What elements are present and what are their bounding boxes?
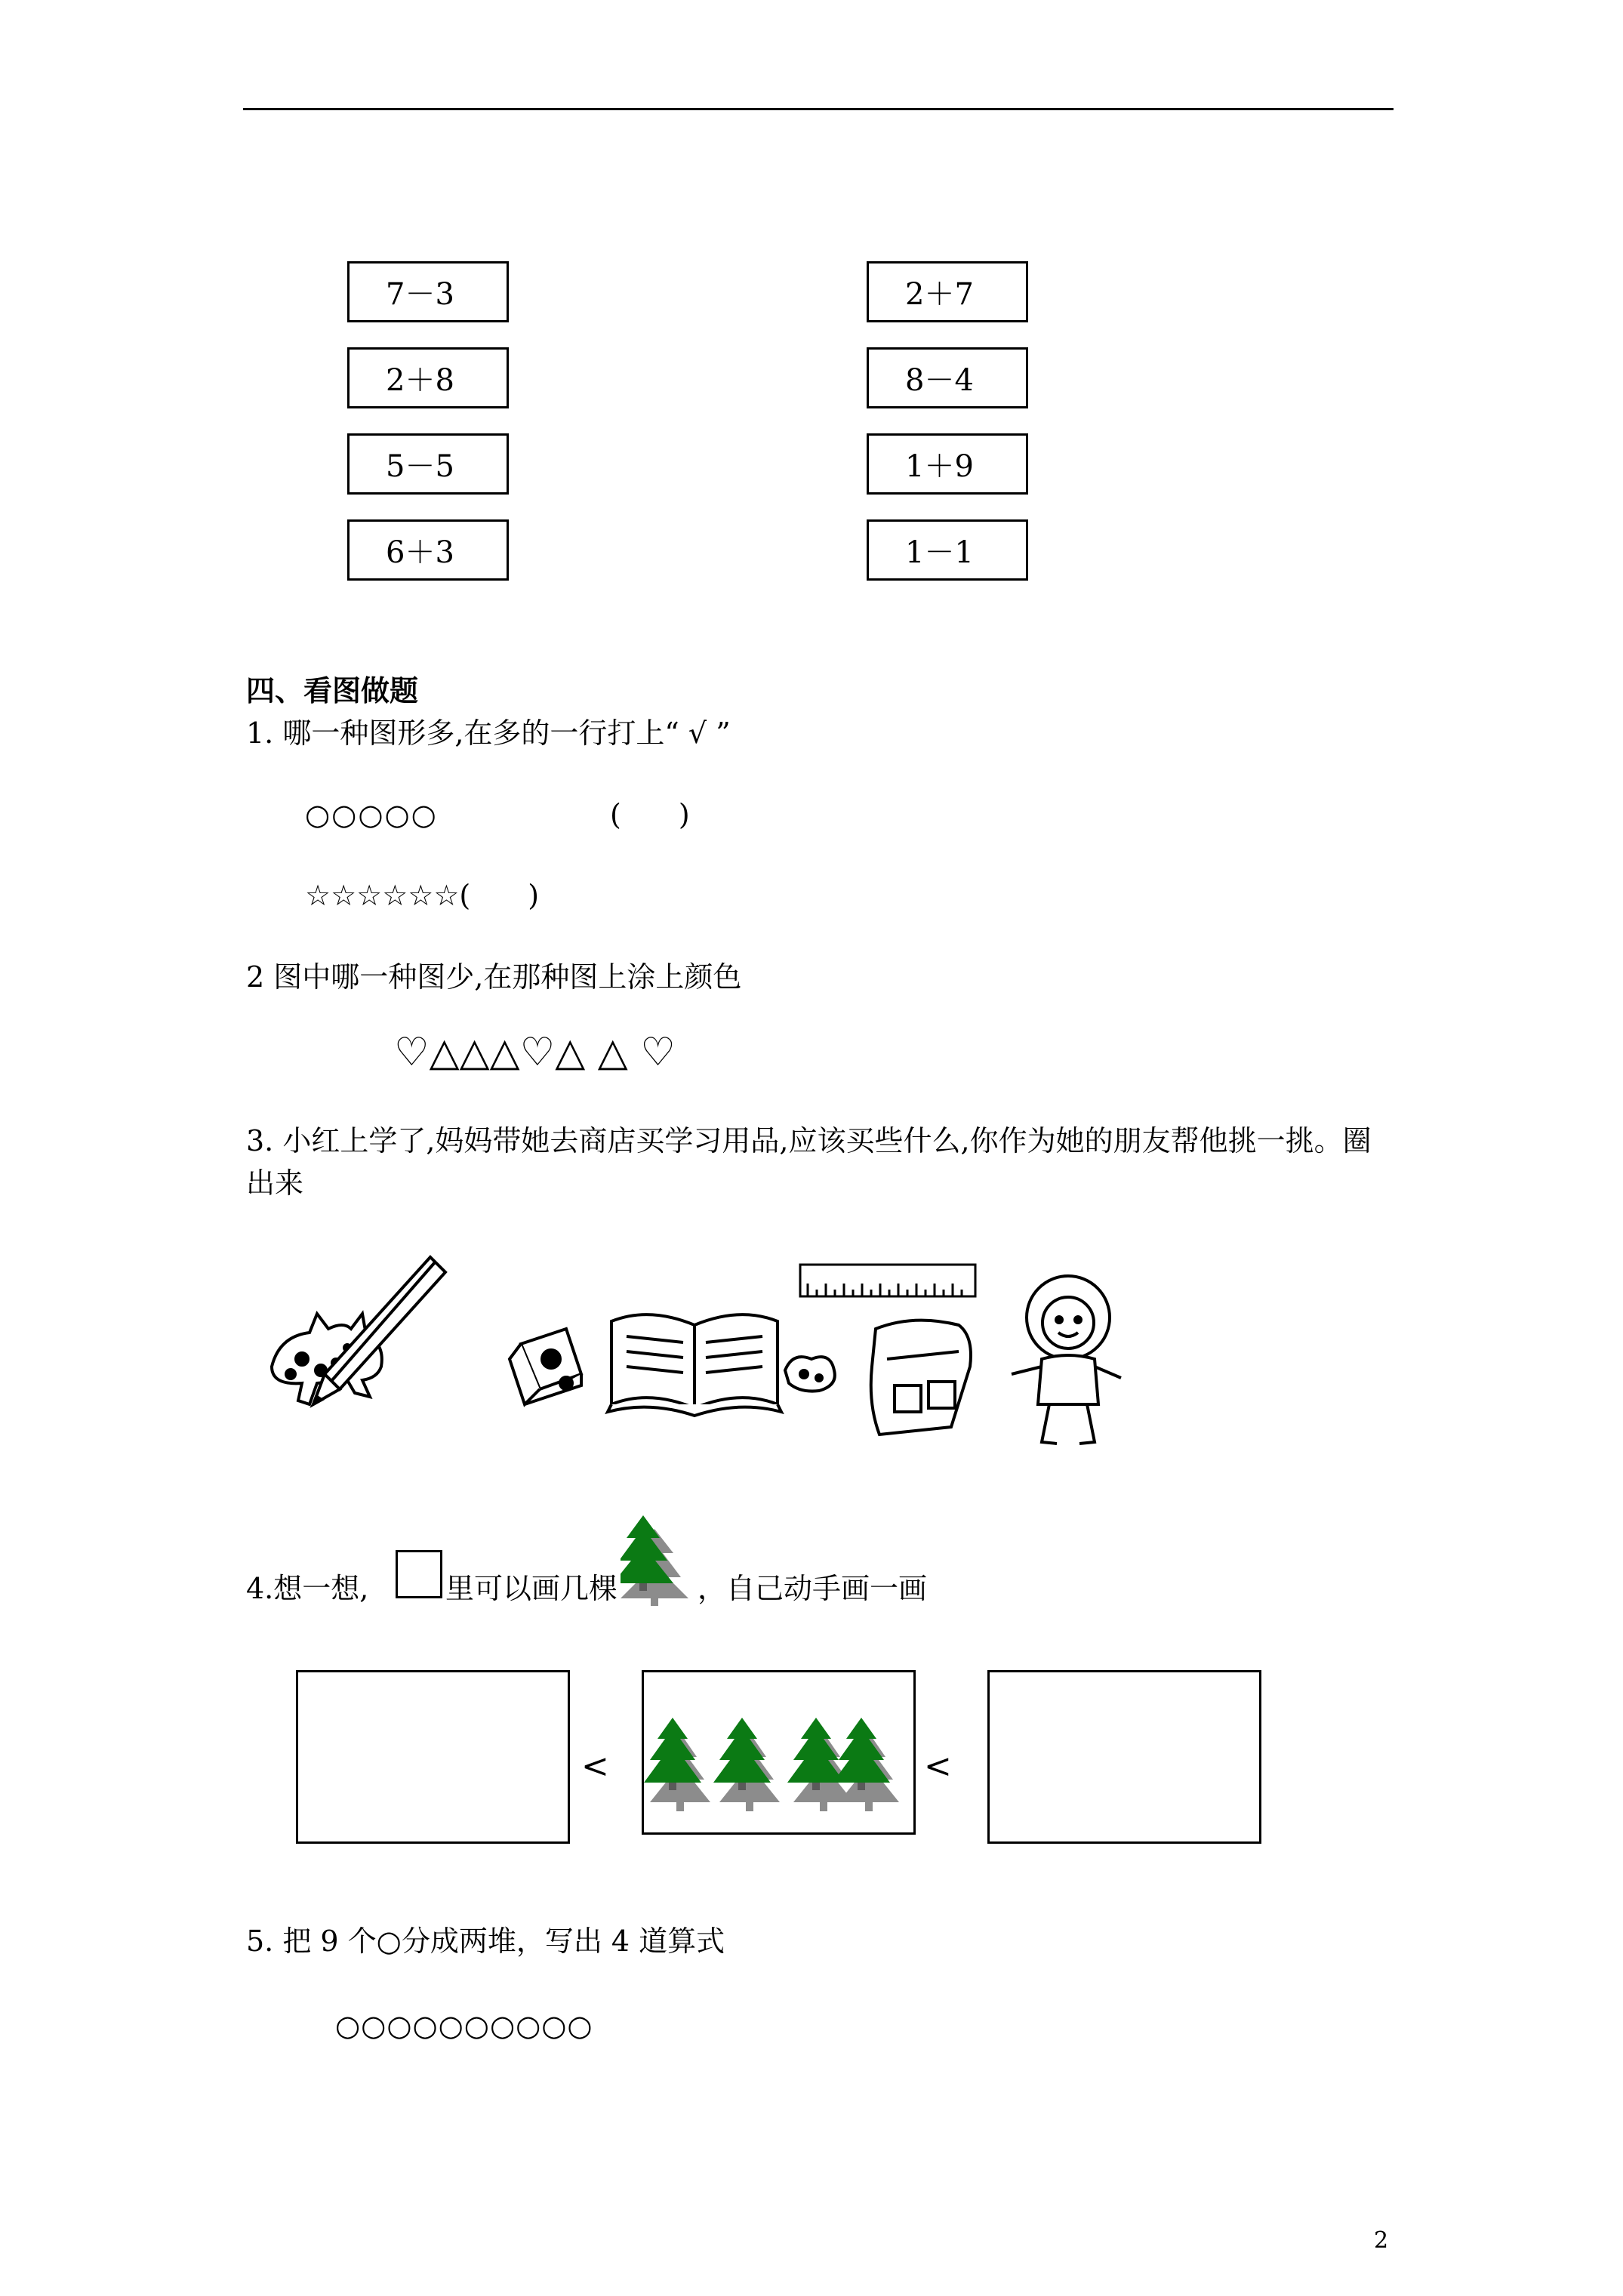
header-rule	[243, 108, 1394, 110]
ruler-icon	[800, 1265, 975, 1296]
question-4-text-start: 4.想一想,	[246, 1572, 369, 1605]
empty-drawing-box-left[interactable]	[296, 1670, 570, 1844]
shape-row: ♡△△△♡△ △ ♡	[394, 1030, 676, 1075]
tree-box	[642, 1670, 916, 1835]
section-title: 四、看图做题	[246, 673, 419, 707]
question-2-text: 2 图中哪一种图少,在那种图上涂上颜色	[246, 960, 742, 994]
empty-drawing-box-right[interactable]	[987, 1670, 1261, 1844]
expression-box: 2＋7	[867, 261, 1028, 322]
answer-blank: ( )	[610, 798, 690, 831]
expression-box: 8－4	[867, 347, 1028, 408]
child-icon	[1012, 1276, 1121, 1444]
circle-row: ○○○○○	[305, 798, 438, 831]
eraser-icon	[785, 1357, 835, 1391]
page-number: 2	[1374, 2227, 1389, 2254]
tree-icon	[713, 1718, 780, 1811]
book-icon	[608, 1314, 781, 1416]
less-than-sign: <	[581, 1747, 609, 1786]
expression-box: 2＋8	[347, 347, 509, 408]
school-items-illustration	[257, 1253, 1163, 1457]
circle-row: ○○○○○○○○○○	[335, 2009, 593, 2042]
pencil-sharpener-icon	[510, 1329, 581, 1404]
expression-box: 1－1	[867, 519, 1028, 581]
question-5-text: 5. 把 9 个○分成两堆，写出 4 道算式	[246, 1925, 725, 1958]
schoolbag-icon	[871, 1321, 971, 1435]
question-3-text-continued: 出来	[246, 1166, 304, 1200]
question-4-text-middle: 里可以画几棵	[445, 1572, 618, 1605]
expression-box: 1＋9	[867, 433, 1028, 495]
expression-box: 5－5	[347, 433, 509, 495]
small-square-icon	[396, 1550, 442, 1598]
question-3-text: 3. 小红上学了,妈妈带她去商店买学习用品,应该买些什么,你作为她的朋友帮他挑一挑。圈	[246, 1124, 1372, 1157]
star-row: ☆☆☆☆☆☆( )	[305, 879, 540, 912]
tree-icon	[644, 1718, 710, 1811]
tree-icon	[621, 1514, 696, 1606]
question-1-text: 1. 哪一种图形多,在多的一行打上“ √ ”	[246, 717, 731, 750]
less-than-sign: <	[924, 1747, 952, 1786]
question-4-text-end: ，自己动手画一画	[698, 1572, 928, 1605]
expression-box: 6＋3	[347, 519, 509, 581]
trees-group	[644, 1672, 913, 1832]
expression-box: 7－3	[347, 261, 509, 322]
